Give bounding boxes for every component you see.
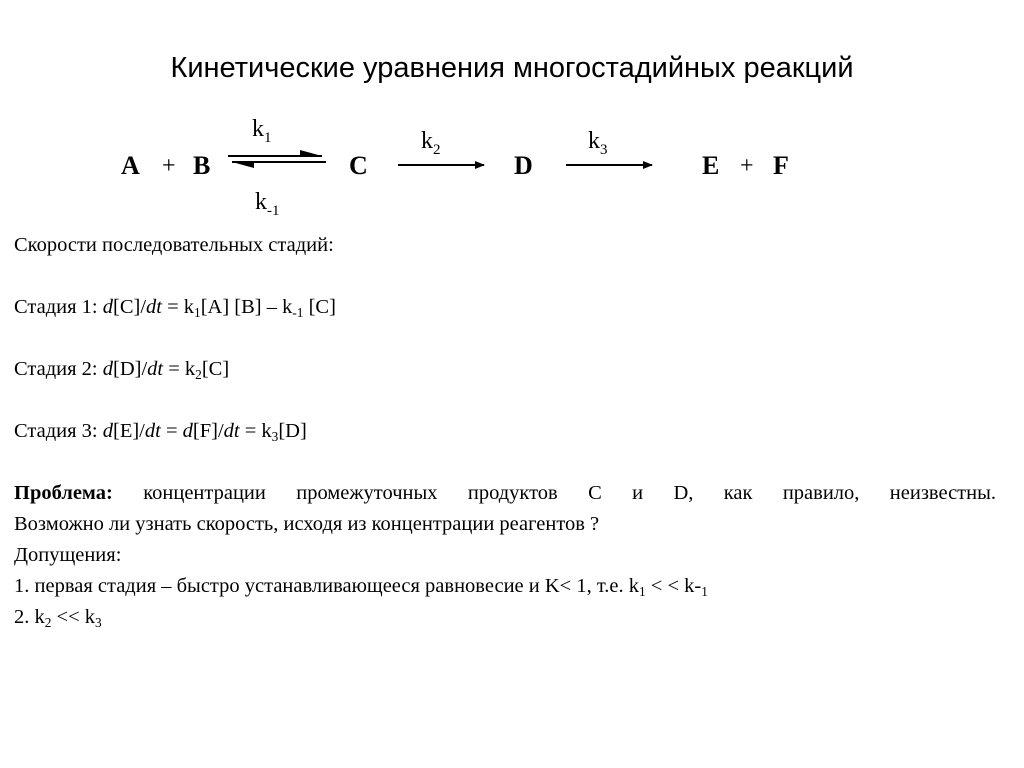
- species-a: A: [121, 151, 140, 180]
- problem-label: Проблема:: [14, 482, 113, 504]
- rate-constant-k2: $k_2$: [421, 128, 441, 158]
- assumption-1: 1. первая стадия – быстро устанавливающееся равновесие и K< 1, т.е. $k_1$ < < $k-_1$: [14, 575, 708, 599]
- intro-line: Скорости последовательных стадий:: [14, 234, 334, 256]
- species-f: F: [773, 151, 789, 180]
- plus-sign-2: +: [740, 153, 754, 179]
- problem-statement: Проблема: концентрации промежуточных продуктов С и D, как правило, неизвестны.: [14, 482, 997, 504]
- species-e: E: [702, 151, 720, 180]
- stage-1-equation: Стадия 1: $d[C]/dt = k_1[A]$ $[B] - k_{-1}$ [C]: [14, 296, 336, 320]
- slide-title: Кинетические уравнения многостадийных реакций: [170, 52, 854, 84]
- rate-constant-k-1: $k_{-1}$: [255, 189, 280, 219]
- rate-constant-k1: $k_1$: [252, 116, 272, 146]
- problem-question: Возможно ли узнать скорость, исходя из концентрации реагентов ?: [14, 513, 600, 535]
- slide-body: [14, 230, 996, 633]
- species-b: B: [193, 151, 211, 180]
- reaction-scheme: [0, 110, 1024, 225]
- species-c: C: [349, 151, 368, 180]
- assumptions-label: Допущения:: [14, 544, 122, 566]
- stage-3-equation: Стадия 3: $d[E]/dt = d[F]/dt = k_3[D]$: [14, 420, 307, 444]
- equilibrium-arrow: [228, 150, 326, 168]
- stage-2-equation: Стадия 2: $d[D]/dt = k_2[C]$: [14, 358, 230, 382]
- species-d: D: [514, 151, 533, 180]
- assumption-2: 2. $k_2 << k_3$: [14, 606, 102, 630]
- plus-sign-1: +: [162, 153, 176, 179]
- rate-constant-k3: $k_3$: [588, 128, 608, 158]
